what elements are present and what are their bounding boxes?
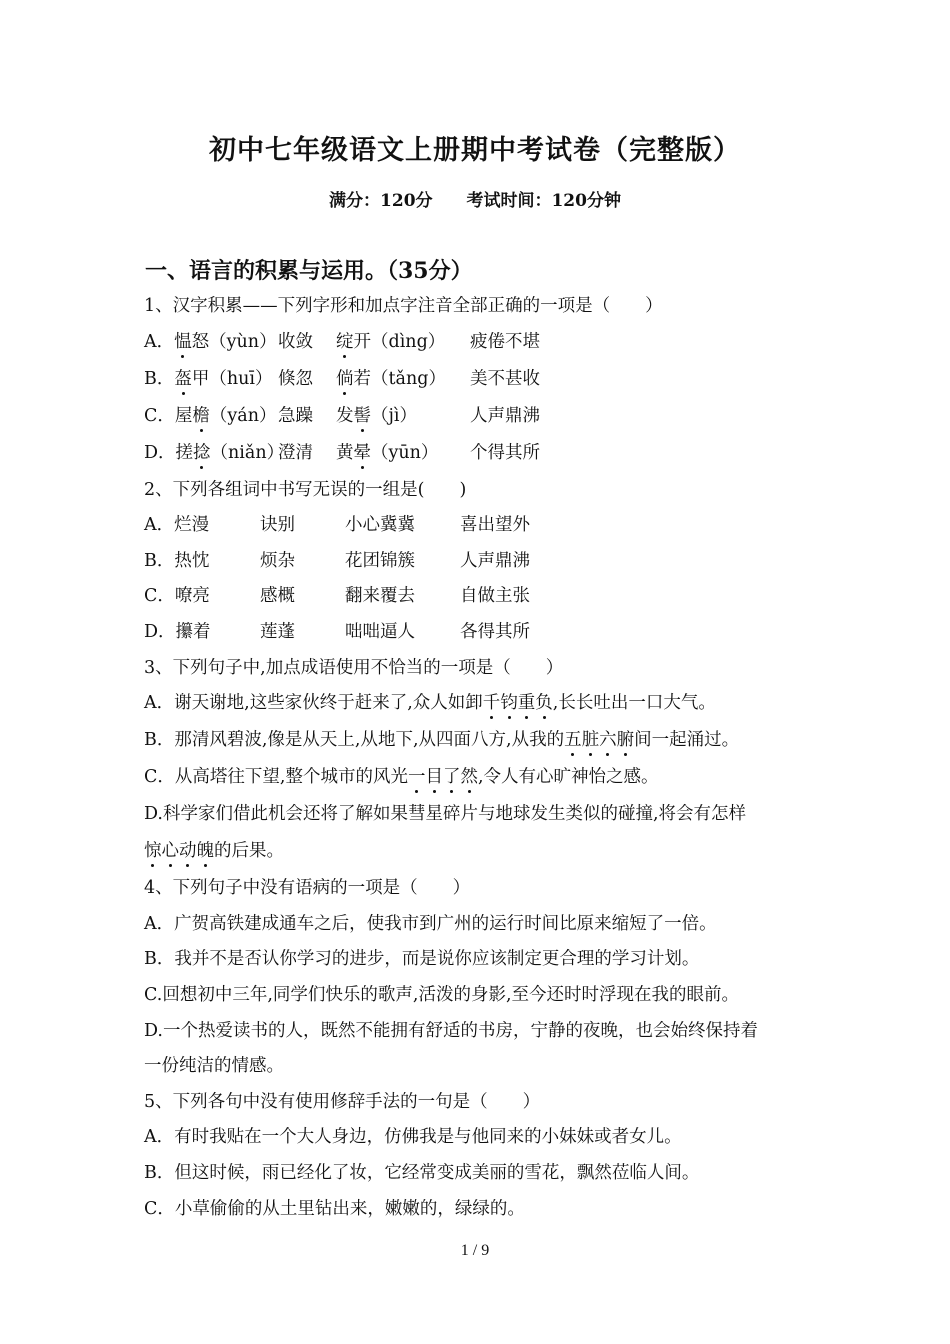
q1-option-b: B．盔甲（huī） 倏忽 倘若（tǎng） 美不甚收 [144, 368, 540, 389]
q3-option-c: C．从高塔往下望,整个城市的风光一目了然,令人有心旷神怡之感。 [144, 767, 659, 788]
question-1-stem: 1、汉字积累——下列字形和加点字注音全部正确的一项是（ ） [144, 296, 663, 316]
q3-option-d-line2: 惊心动魄的后果。 [144, 841, 284, 862]
section-heading: 一、语言的积累与运用。（35分） [145, 258, 473, 284]
q4-option-a: A．广贺高铁建成通车之后，使我市到广州的运行时间比原来缩短了一倍。 [144, 913, 717, 934]
q2-option-d: D．攥着 莲蓬 咄咄逼人 各得其所 [144, 621, 530, 642]
exam-info [0, 186, 950, 211]
q2-option-c: C．嘹亮 感概 翻来覆去 自做主张 [144, 586, 530, 607]
q3-option-a: A．谢天谢地,这些家伙终于赶来了,众人如卸千钧重负,长长吐出一口大气。 [144, 693, 716, 714]
q2-option-a: A．烂漫 诀别 小心冀冀 喜出望外 [144, 515, 530, 536]
q4-option-b: B．我并不是否认你学习的进步，而是说你应该制定更合理的学习计划。 [144, 949, 700, 970]
q4-option-c: C.回想初中三年,同学们快乐的歌声,活泼的身影,至今还时时浮现在我的眼前。 [144, 984, 740, 1005]
q1-option-d: D．搓捻（niǎn）澄清 黄晕（yūn） 个得其所 [144, 442, 540, 463]
page-title: 初中七年级语文上册期中考试卷（完整版） [209, 135, 741, 166]
q2-option-b: B．热忱 烦杂 花团锦簇 人声鼎沸 [144, 550, 530, 571]
exam-time: 考试时间：120分钟 [466, 191, 621, 211]
q1-option-c: C．屋檐（yán）急躁 发髻（jì） 人声鼎沸 [144, 405, 540, 426]
q1-option-a: A．愠怒（yùn）收敛 绽开（dìng） 疲倦不堪 [144, 331, 540, 352]
question-5-stem: 5、下列各句中没有使用修辞手法的一句是（ ） [144, 1091, 541, 1112]
q3-option-b: B．那清风碧波,像是从天上,从地下,从四面八方,从我的五脏六腑间一起涌过。 [144, 730, 740, 751]
question-list [144, 294, 816, 1232]
q4-option-d-line1: D.一个热爱读书的人，既然不能拥有舒适的书房，宁静的夜晚，也会始终保持着 [144, 1020, 758, 1041]
question-4-stem: 4、下列句子中没有语病的一项是（ ） [144, 878, 471, 899]
page-number: 1 / 9 [460, 1242, 490, 1259]
q3-option-d-line1: D.科学家们借此机会还将了解如果彗星碎片与地球发生类似的碰撞,将会有怎样 [144, 804, 747, 825]
q5-option-a: A．有时我贴在一个大人身边，仿佛我是与他同来的小妹妹或者女儿。 [144, 1127, 682, 1148]
question-3-stem: 3、下列句子中,加点成语使用不恰当的一项是（ ） [144, 657, 564, 678]
full-score: 满分：120分 [329, 191, 433, 211]
q5-option-c: C．小草偷偷的从土里钻出来，嫩嫩的，绿绿的。 [144, 1198, 525, 1219]
question-2-stem: 2、下列各组词中书写无误的一组是( ) [144, 479, 467, 500]
q5-option-b: B．但这时候，雨已经化了妆，它经常变成美丽的雪花，飘然莅临人间。 [144, 1162, 700, 1183]
q4-option-d-line2: 一份纯洁的情感。 [144, 1056, 284, 1077]
